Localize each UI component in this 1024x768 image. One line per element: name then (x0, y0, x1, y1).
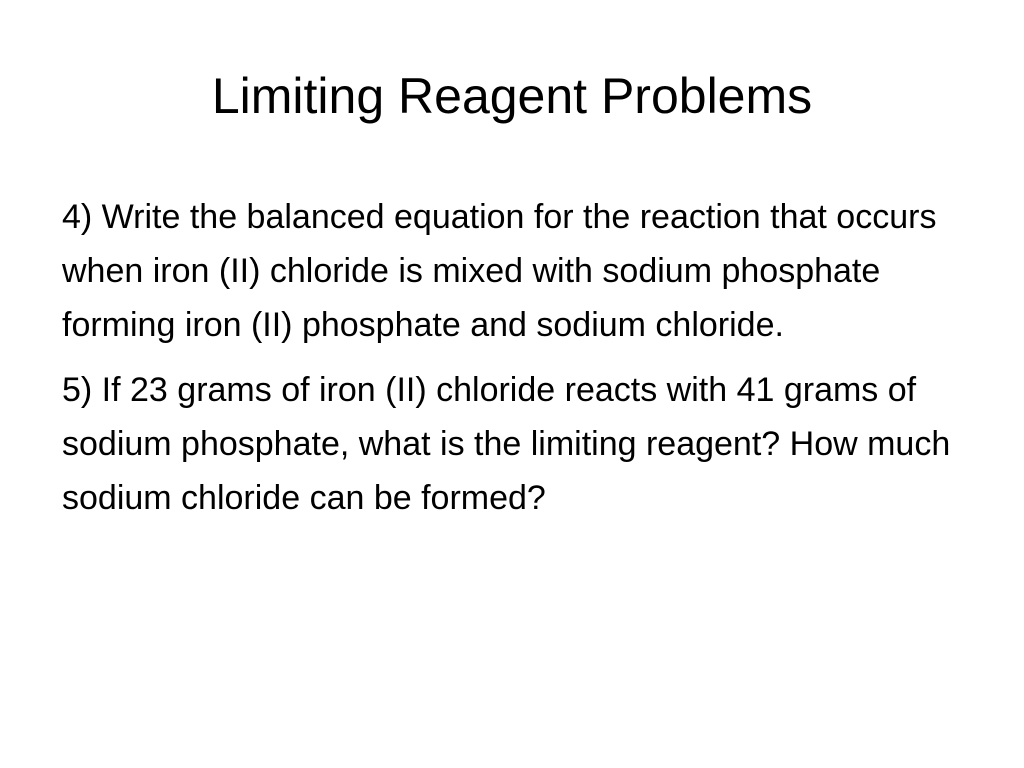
question-4-paragraph: 4) Write the balanced equation for the reaction that occurs when iron (II) chloride is mixed with sodium phosphate forming iron (II) phosphate and sodium chloride. (62, 198, 937, 344)
question-5-paragraph: 5) If 23 grams of iron (II) chloride reacts with 41 grams of sodium phosphate, what is the limiting reagent? How much sodium chloride can be formed? (62, 371, 951, 517)
slide-body (62, 190, 962, 536)
slide-title: Limiting Reagent Problems (211, 68, 813, 124)
